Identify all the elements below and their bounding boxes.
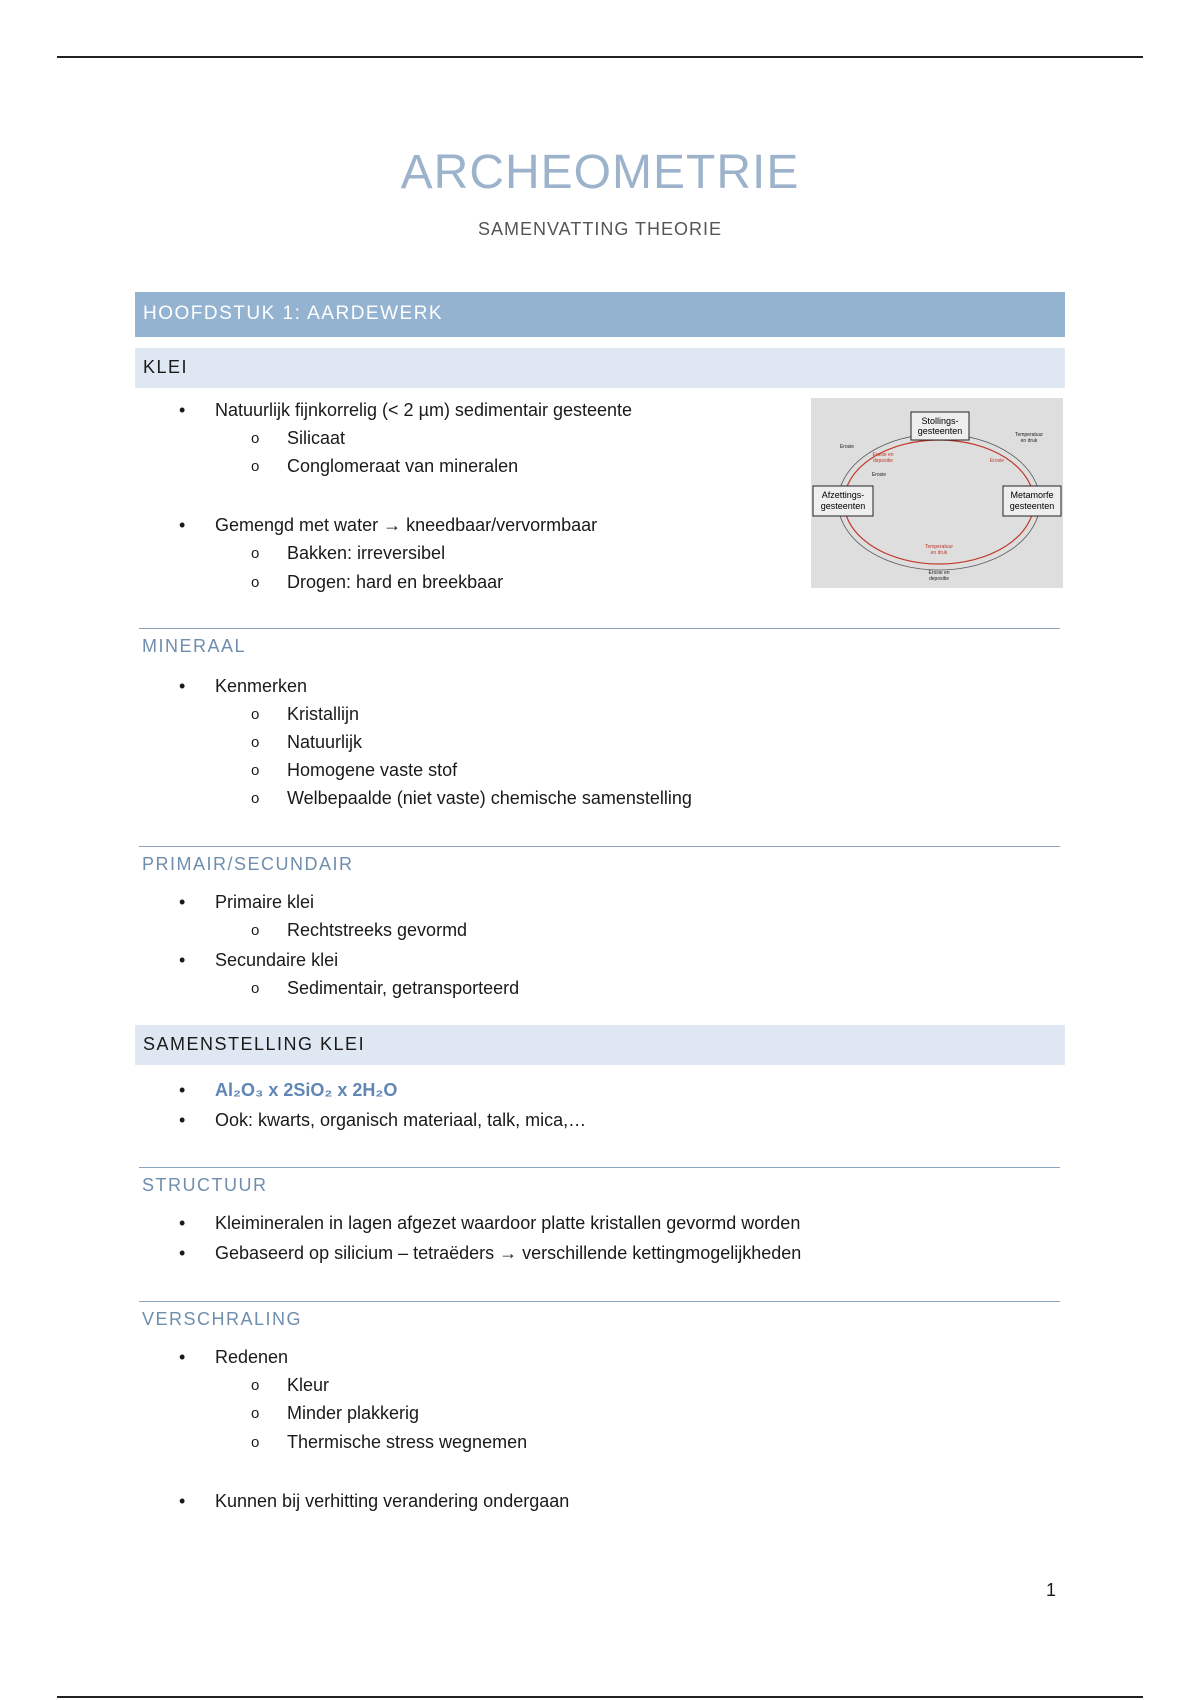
label-afzettingsgesteenten-2: gesteenten: [820, 501, 866, 511]
label-temp-druk-2b: en druk: [930, 550, 948, 556]
list-item: Natuurlijk: [287, 732, 363, 752]
stollingsgesteenten-box: [911, 412, 969, 440]
section-heading-structuur: [139, 1167, 1060, 1198]
circle-bullet-icon: o: [251, 458, 260, 475]
bullet-icon: •: [179, 515, 186, 535]
circle-bullet-icon: o: [251, 790, 260, 807]
document-title: ARCHEOMETRIE: [400, 146, 800, 199]
circle-bullet-icon: o: [251, 574, 260, 591]
bullet-icon: •: [179, 1347, 186, 1367]
list-item: Gemengd met water → kneedbaar/vervormbaar: [215, 515, 598, 535]
label-erosie-3: Erosie: [871, 472, 887, 478]
header-rule: [57, 56, 1143, 58]
list-item: Thermische stress wegnemen: [287, 1432, 528, 1452]
circle-bullet-icon: o: [251, 545, 260, 562]
list-item: Primaire klei: [215, 892, 315, 912]
list-item: Ook: kwarts, organisch materiaal, talk, mica,…: [215, 1110, 587, 1130]
label-erosie-depositie-1a: Erosie en: [872, 452, 894, 458]
footer-rule: [57, 1696, 1143, 1698]
list-item: Kleur: [287, 1375, 330, 1395]
label-afzettingsgesteenten-1: Afzettings-: [821, 490, 865, 500]
clay-formula: Al₂O₃ x 2SiO₂ x 2H₂O: [215, 1080, 398, 1100]
chapter-heading: [135, 292, 1065, 337]
list-item: Bakken: irreversibel: [287, 543, 446, 563]
section-heading-text: SAMENSTELLING KLEI: [143, 1034, 366, 1054]
section-heading-text: STRUCTUUR: [142, 1175, 268, 1195]
list-item: Silicaat: [287, 428, 346, 448]
circle-bullet-icon: o: [251, 734, 260, 751]
label-erosie-depositie-2b: depositie: [928, 576, 950, 582]
label-erosie-depositie-2a: Erosie en: [928, 570, 950, 576]
section-heading-samenstelling-klei: [135, 1025, 1065, 1065]
label-temp-druk-1b: en druk: [1020, 438, 1038, 444]
list-item: Minder plakkerig: [287, 1403, 420, 1423]
bullet-icon: •: [179, 950, 186, 970]
label-stollingsgesteenten-2: gesteenten: [917, 426, 963, 436]
list-item: Kristallijn: [287, 704, 360, 724]
list-item: Kleimineralen in lagen afgezet waardoor platte kristallen gevormd worden: [215, 1213, 801, 1233]
page-number: 1: [1046, 1580, 1057, 1600]
chapter-heading-text: HOOFDSTUK 1: AARDEWERK: [143, 303, 444, 324]
afzettingsgesteenten-box: [813, 486, 873, 516]
label-erosie-depositie-1b: depositie: [872, 458, 894, 464]
circle-bullet-icon: o: [251, 762, 260, 779]
list-item: Welbepaalde (niet vaste) chemische samenstelling: [287, 788, 692, 808]
label-temp-druk-2a: Temperatuur: [924, 544, 954, 550]
circle-bullet-icon: o: [251, 980, 260, 997]
list-item: Conglomeraat van mineralen: [287, 456, 519, 476]
list-item: Redenen: [215, 1347, 289, 1367]
circle-bullet-icon: o: [251, 706, 260, 723]
circle-bullet-icon: o: [251, 1377, 260, 1394]
bullet-icon: •: [179, 1213, 186, 1233]
bullet-icon: •: [179, 1080, 186, 1100]
bullet-icon: •: [179, 1110, 186, 1130]
list-item: Kunnen bij verhitting verandering ondergaan: [215, 1491, 570, 1511]
section-heading-text: PRIMAIR/SECUNDAIR: [142, 854, 354, 874]
circle-bullet-icon: o: [251, 430, 260, 447]
section-heading-verschraling: [139, 1301, 1060, 1332]
label-metamorfe-1: Metamorfe: [1010, 490, 1054, 500]
section-heading-mineraal: [139, 628, 1060, 659]
list-item: Drogen: hard en breekbaar: [287, 572, 504, 592]
section-heading-klei: [135, 348, 1065, 388]
list-item: Sedimentair, getransporteerd: [287, 978, 520, 998]
section-heading-primair-secundair: [139, 846, 1060, 877]
document-subtitle: SAMENVATTING THEORIE: [477, 219, 723, 239]
circle-bullet-icon: o: [251, 922, 260, 939]
list-item: Kenmerken: [215, 676, 308, 696]
rock-cycle-svg: [811, 398, 1063, 588]
circle-bullet-icon: o: [251, 1434, 260, 1451]
label-erosie-1: Erosie: [839, 444, 855, 450]
bullet-icon: •: [179, 1243, 186, 1263]
metamorfe-gesteenten-box: [1003, 486, 1061, 516]
bullet-icon: •: [179, 400, 186, 420]
label-temp-druk-1a: Temperatuur: [1014, 432, 1044, 438]
label-erosie-2: Erosie: [989, 458, 1005, 464]
list-item: Homogene vaste stof: [287, 760, 458, 780]
section-heading-text: MINERAAL: [142, 636, 247, 656]
bullet-icon: •: [179, 1491, 186, 1511]
section-heading-text: KLEI: [143, 357, 189, 377]
rock-cycle-diagram: [811, 398, 1063, 588]
list-item: Rechtstreeks gevormd: [287, 920, 468, 940]
list-item: Gebaseerd op silicium – tetraëders → verschillende kettingmogelijkheden: [215, 1243, 802, 1263]
label-stollingsgesteenten-1: Stollings-: [921, 416, 959, 426]
list-item: Natuurlijk fijnkorrelig (< 2 µm) sedimentair gesteente: [215, 400, 633, 420]
list-item: Secundaire klei: [215, 950, 339, 970]
bullet-icon: •: [179, 892, 186, 912]
label-metamorfe-2: gesteenten: [1009, 501, 1055, 511]
circle-bullet-icon: o: [251, 1405, 260, 1422]
bullet-icon: •: [179, 676, 186, 696]
section-heading-text: VERSCHRALING: [142, 1309, 303, 1329]
